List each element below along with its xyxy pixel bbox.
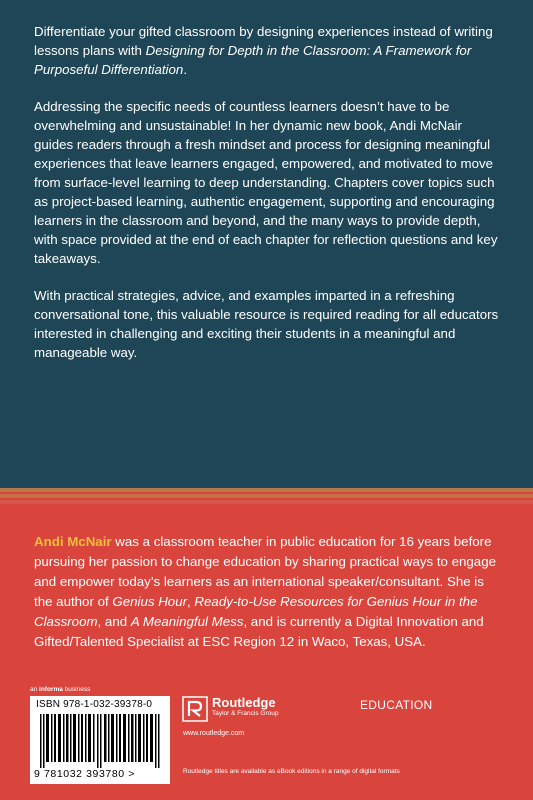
bio-book-2: Ready-to-Use Resources for Genius Hour in the Classroom	[34, 594, 478, 629]
barcode-digits	[34, 768, 135, 780]
decorative-stripes	[0, 488, 533, 510]
bio-text-4: , and is currently a Digital Innovation and Gifted/Talented Specialist at ESC Region 12 in Waco, Texas, USA.	[34, 614, 484, 649]
publisher-name: Routledge	[212, 695, 276, 710]
publisher-brand	[212, 696, 278, 718]
bio-book-3: A Meaningful Mess	[130, 614, 244, 629]
publisher-footer	[30, 686, 510, 796]
barcode-icon	[40, 714, 162, 768]
author-name: Andi McNair	[34, 534, 112, 549]
bio-book-1: Genius Hour	[112, 594, 188, 609]
informa-suffix: business	[62, 686, 91, 693]
description-paragraph-3: With practical strategies, advice, and examples imparted in a refreshing conversational tone, this valuable resource is required reading for all educators interested in challenging and exciting their students in a meaningful and manageable way.	[34, 288, 499, 360]
isbn-label: ISBN 978-1-032-39378-0	[36, 699, 153, 710]
subject-category: EDUCATION	[360, 698, 433, 712]
ebook-note: Routledge titles are available as eBook editions in a range of digital formats	[183, 768, 400, 775]
routledge-logo-icon	[182, 696, 208, 722]
stripe-1	[0, 488, 533, 492]
stripe-2	[0, 494, 533, 498]
informa-prefix: an	[30, 686, 40, 693]
description-p1-text: Differentiate your gifted classroom by designing experiences instead of writing lessons plans with	[34, 24, 493, 58]
barcode-arrow: >	[128, 768, 136, 780]
bio-text-2: ,	[187, 594, 195, 609]
barcode-number: 9 781032 393780	[34, 768, 125, 780]
isbn-barcode	[30, 696, 170, 784]
stripe-3	[0, 500, 533, 504]
bio-text-3: , and	[97, 614, 131, 629]
informa-brand: informa	[39, 686, 63, 693]
publisher-group: Taylor & Francis Group	[212, 710, 279, 717]
description-p1-end: .	[183, 62, 188, 77]
book-description	[34, 22, 502, 380]
author-bio	[34, 532, 504, 652]
description-paragraph-1	[34, 22, 502, 79]
book-title: Designing for Depth in the Classroom: A Framework for Purposeful Differentiation	[34, 43, 472, 77]
publisher-url: www.routledge.com	[183, 730, 245, 737]
description-paragraph-2: Addressing the specific needs of countless learners doesn’t have to be overwhelming and unsustainable! In her dynamic new book, Andi McNair guides readers through a fresh mindset and process for designing meaningful experiences that leave learners engaged, empowered, and motivated to move from surface-level learning to deep understanding. Chapters cover topics such as project-based learning, authentic engagement, supporting and encouraging learners in the classroom and beyond, and the many ways to provide depth, with space provided at the end of each chapter for reflection questions and key takeaways.	[34, 99, 498, 266]
informa-tagline	[30, 686, 90, 693]
bio-text-1: was a classroom teacher in public education for 16 years before pursuing her passion to change education by sharing practical ways to engage and empower today’s learners as an international speaker/consultant. She is the author of	[34, 534, 496, 609]
